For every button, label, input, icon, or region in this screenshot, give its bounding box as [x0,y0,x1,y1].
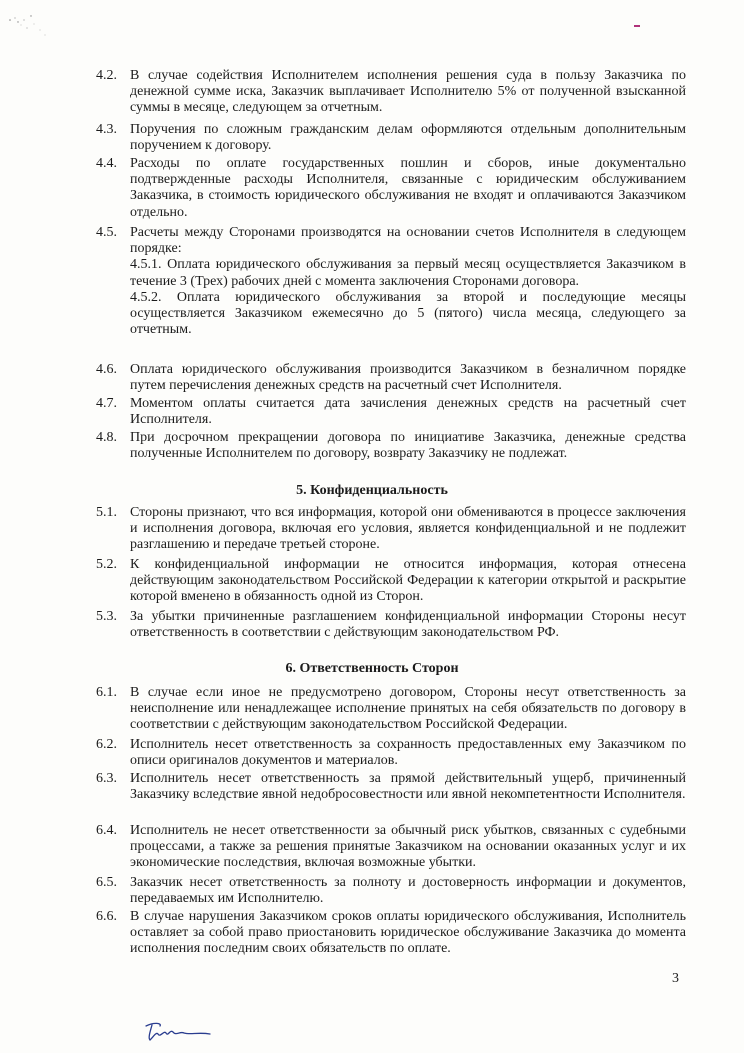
clause-6-4 [96,823,686,872]
clause-number: 6.2. [96,737,117,752]
subclause-number: 4.5.1. [130,257,162,273]
clause-6-6 [96,909,686,958]
clause-text: Исполнитель несет ответственность за прямой действительный ущерб, причиненный Заказчику вследствие явной недобросовестности или явной некомпетентности Исполнителя. [130,771,686,803]
clause-4-6 [96,362,686,394]
clause-number: 5.1. [96,505,117,520]
clause-5-3 [96,609,686,641]
clause-number: 5.3. [96,609,117,624]
clause-4-3 [96,122,686,154]
clause-4-8 [96,430,686,462]
clause-number: 4.2. [96,68,117,83]
clause-text: При досрочном прекращении договора по инициативе Заказчика, денежные средства полученные Исполнителем по договору, возврату Заказчику не подлежат. [130,430,686,462]
clause-6-2 [96,737,686,769]
clause-4-2 [96,68,686,117]
clause-number: 4.3. [96,122,117,137]
clause-4-7 [96,396,686,428]
clause-number: 6.5. [96,875,117,890]
clause-4-4 [96,156,686,221]
clause-6-1 [96,685,686,734]
clause-5-2 [96,557,686,606]
clause-number: 4.7. [96,396,117,411]
page-number: 3 [672,971,679,986]
clause-number: 5.2. [96,557,117,572]
clause-text: В случае нарушения Заказчиком сроков оплаты юридического обслуживания, Исполнитель оставляет за собой право приостановить юридическое обслуживание Заказчика до момента исполнения последним своих обязательств по оплате. [130,909,686,957]
clause-text: Моментом оплаты считается дата зачисления денежных средств на расчетный счет Исполнителя. [130,396,686,428]
handwritten-signature-icon [140,1020,220,1044]
clause-number: 6.1. [96,685,117,700]
clause-number: 6.6. [96,909,117,924]
clause-text: Расчеты между Сторонами производятся на основании счетов Исполнителя в следующем порядке: [130,225,686,257]
clause-text: Расходы по оплате государственных пошлин и сборов, иные документально подтвержденные расходы Исполнителя, связанные с юридическим обслуживанием Заказчика, в стоимость юридического обслуживания не входят и оплачиваются Заказчиком отдельно. [130,156,686,220]
subclause-4-5-2 [130,290,686,339]
clause-number: 4.5. [96,225,117,240]
clause-number: 6.3. [96,771,117,786]
clause-number: 6.4. [96,823,117,838]
clause-6-5 [96,875,686,907]
section-heading-5: 5. Конфиденциальность [296,483,448,498]
clause-5-1 [96,505,686,554]
section-heading-6: 6. Ответственность Сторон [285,661,459,676]
clause-text: В случае если иное не предусмотрено договором, Стороны несут ответственность за неисполнение или ненадлежащее исполнение принятых на себя обязательств по договору в соответствии с действующим законодательством Российской Федерации. [130,685,686,733]
clause-text: Исполнитель несет ответственность за сохранность предоставленных ему Заказчиком по описи оригиналов документов и материалов. [130,737,686,769]
subclause-number: 4.5.2. [130,289,162,305]
clause-number: 4.8. [96,430,117,445]
clause-text: Стороны признают, что вся информация, которой они обмениваются в процессе заключения и исполнения договора, включая его условия, является конфиденциальной и не подлежит разглашению и передаче третьей стороне. [130,505,686,553]
clause-text: К конфиденциальной информации не относится информация, которая отнесена действующим законодательством Российской Федерации к категории открытой и раскрытие которой вменено в обязанность одной из Сторон. [130,557,686,605]
clause-4-5 [96,225,686,338]
subclause-4-5-1 [130,257,686,289]
scan-speckle-marks [6,6,56,46]
clause-text: В случае содействия Исполнителем исполнения решения суда в пользу Заказчика по денежной сумме иска, Заказчик выплачивает Исполнителю 5% от полученной взысканной суммы в месяце, следующем за отчетным. [130,68,686,116]
clause-number: 4.4. [96,156,117,171]
clause-6-3 [96,771,686,803]
clause-text: Исполнитель не несет ответственности за обычный риск убытков, связанных с судебными процессами, а также за решения принятые Заказчиком на основании оказанных услуг и их экономические последствия, включая возможные убытки. [130,823,686,871]
clause-text: Поручения по сложным гражданским делам оформляются отдельным дополнительным поручением к договору. [130,122,686,154]
pink-ink-mark [634,25,640,27]
subclause-text: Оплата юридического обслуживания за второй и последующие месяцы осуществляется Заказчиком ежемесячно до 5 (пятого) числа месяца, следующего за отчетным. [130,289,687,338]
subclause-text: Оплата юридического обслуживания за первый месяц осуществляется Заказчиком в течение 3 (Трех) рабочих дней с момента заключения Сторонами договора. [130,257,686,289]
clause-text: Заказчик несет ответственность за полноту и достоверность информации и документов, передаваемых им Исполнителю. [130,875,686,907]
clause-text: За убытки причиненные разглашением конфиденциальной информации Стороны несут ответственность в соответствии с действующим законодательством РФ. [130,609,686,641]
clause-text: Оплата юридического обслуживания производится Заказчиком в безналичном порядке путем перечисления денежных средств на расчетный счет Исполнителя. [130,362,686,394]
clause-number: 4.6. [96,362,117,377]
